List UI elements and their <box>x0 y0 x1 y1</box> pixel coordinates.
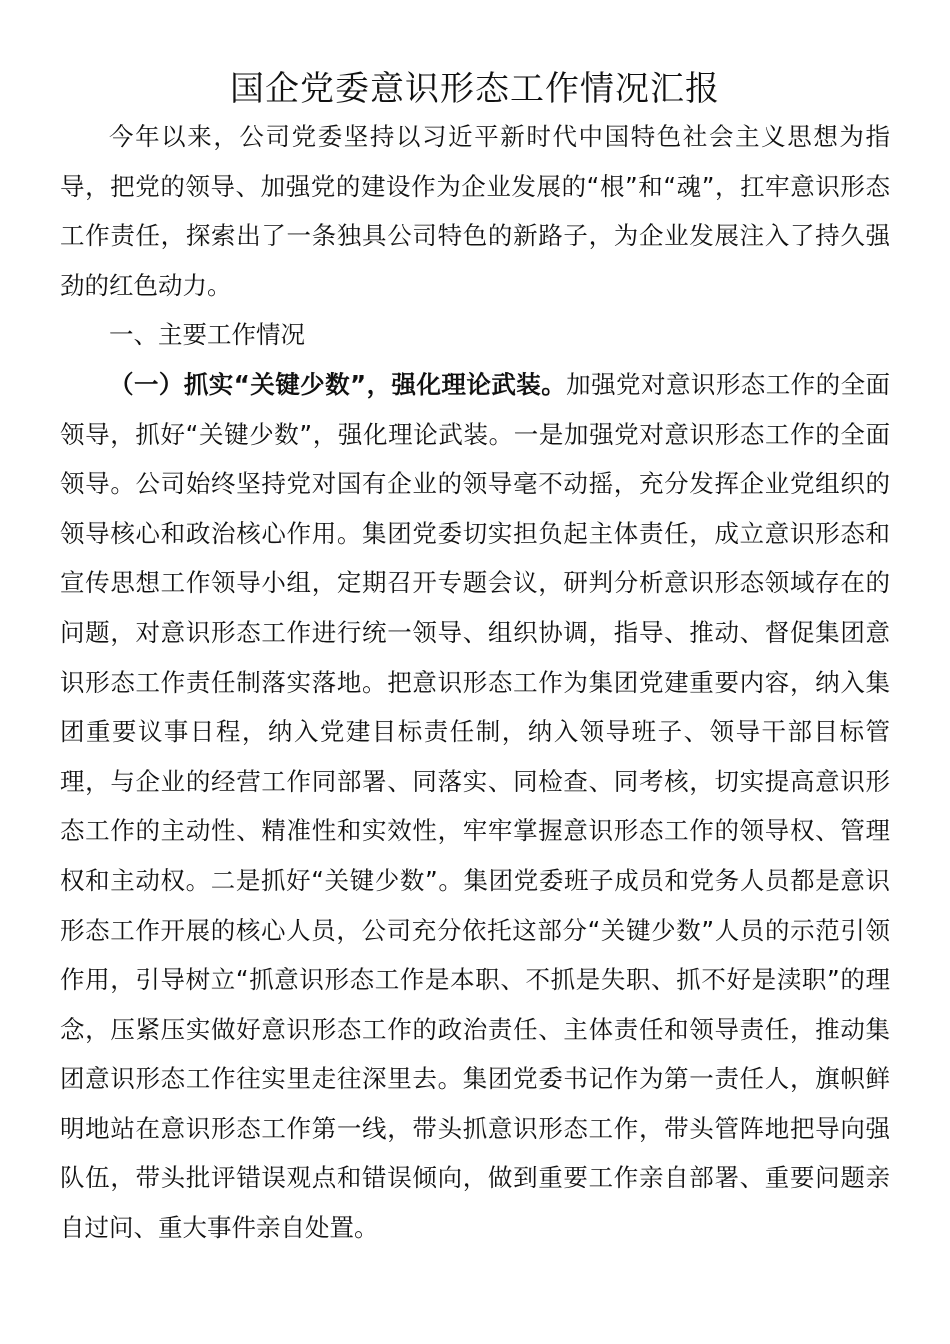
subsection-body: 加强党对意识形态工作的全面领导，抓好“关键少数”，强化理论武装。一是加强党对意识形态工作的全面领导。公司始终坚持党对国有企业的领导毫不动摇，充分发挥企业党组织的领导核心和政治核心作用。集团党委切实担负起主体责任，成立意识形态和宣传思想工作领导小组，定期召开专题会议，研判分析意识形态领域存在的问题，对意识形态工作进行统一领导、组织协调，指导、推动、督促集团意识形态工作责任制落实落地。把意识形态工作为集团党建重要内容，纳入集团重要议事日程，纳入党建目标责任制，纳入领导班子、领导干部目标管理，与企业的经营工作同部署、同落实、同检查、同考核，切实提高意识形态工作的主动性、精准性和实效性，牢牢掌握意识形态工作的领导权、管理权和主动权。二是抓好“关键少数”。集团党委班子成员和党务人员都是意识形态工作开展的核心人员，公司充分依托这部分“关键少数”人员的示范引领作用，引导树立“抓意识形态工作是本职、不抓是失职、抓不好是渎职”的理念，压紧压实做好意识形态工作的政治责任、主体责任和领导责任，推动集团意识形态工作往实里走往深里去。集团党委书记作为第一责任人，旗帜鲜明地站在意识形态工作第一线，带头抓意识形态工作，带头管阵地把导向强队伍，带头批评错误观点和错误倾向，做到重要工作亲自部署、重要问题亲自过问、重大事件亲自处置。 <box>60 369 891 1243</box>
section-heading: 一、主要工作情况 <box>109 320 305 350</box>
document-title: 国企党委意识形态工作情况汇报 <box>230 69 720 109</box>
subsection-heading: （一）抓实“关键少数”，强化理论武装。 <box>109 369 567 399</box>
subsection-paragraph <box>60 360 890 1253</box>
document-body <box>60 112 890 1253</box>
intro-paragraph: 今年以来，公司党委坚持以习近平新时代中国特色社会主义思想为指导，把党的领导、加强党的建设作为企业发展的“根”和“魂”，扛牢意识形态工作责任，探索出了一条独具公司特色的新路子，为企业发展注入了持久强劲的红色动力。 <box>60 122 890 300</box>
